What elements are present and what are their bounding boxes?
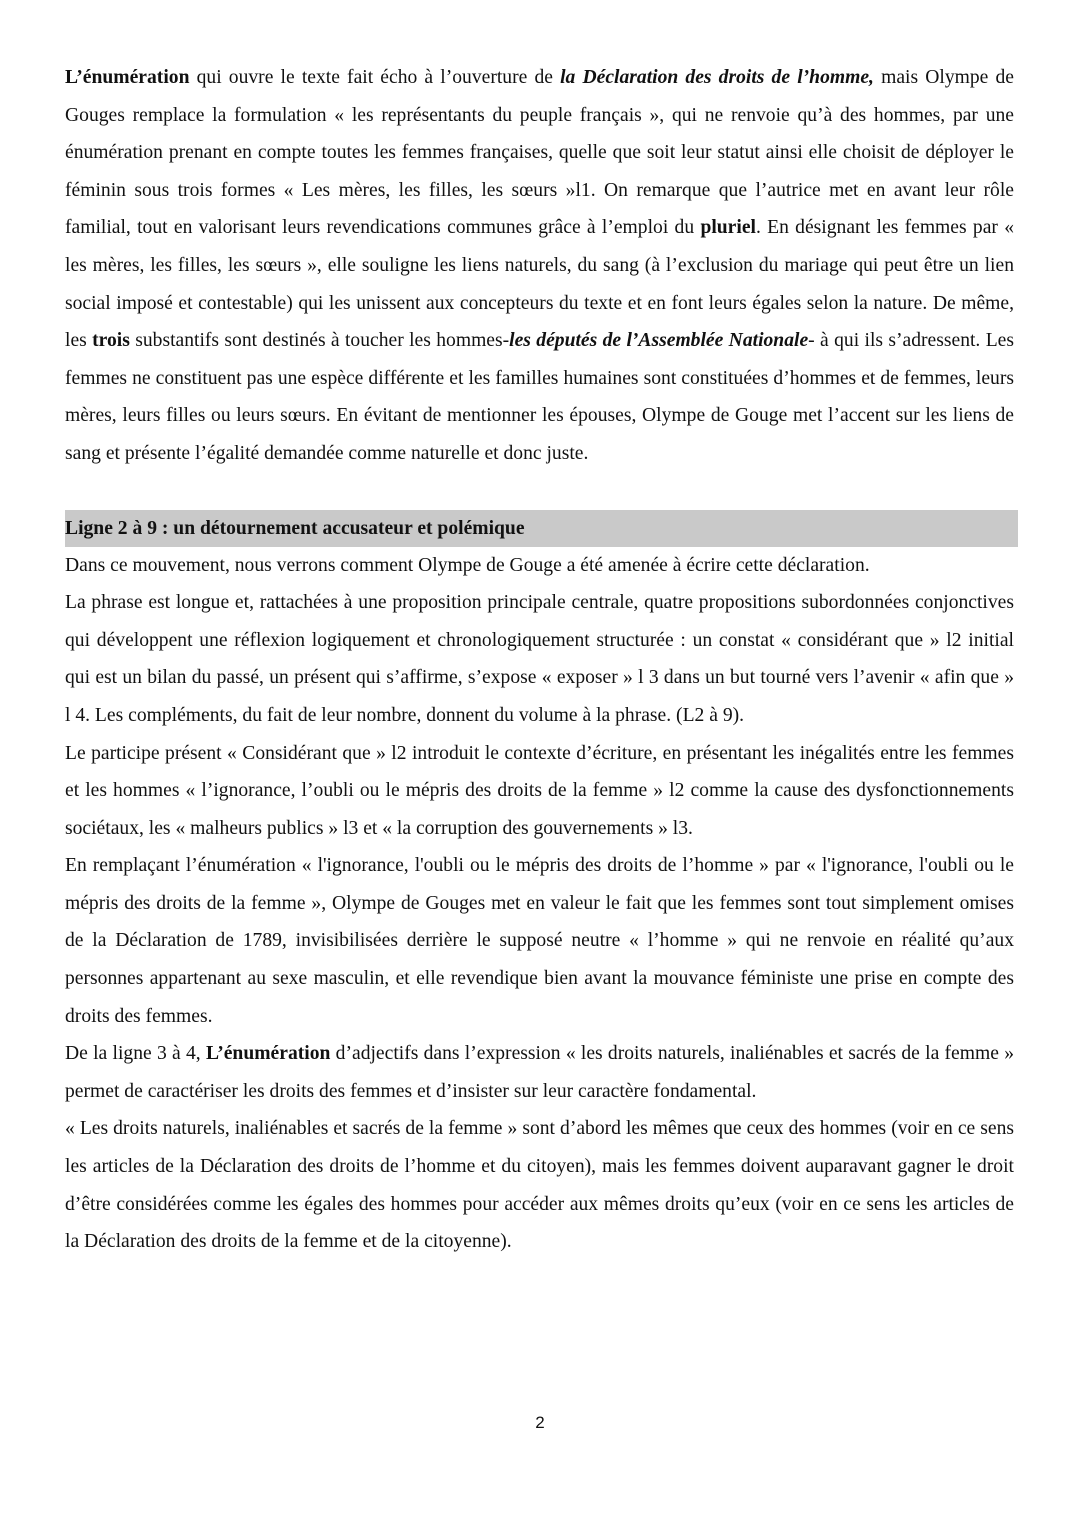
text-run: - à qui ils s’adressent. Les femmes ne constituent pas une espèce différente et les familles humaines sont constituées d’hommes et de femmes, leurs mères, leurs filles ou leurs sœurs. En évitant de mentionner les épouses, Olympe de Gouge met l’accent sur les liens de sang et présente l’égalité demandée comme naturelle et donc juste. — [65, 330, 1014, 464]
bold-term: L’énumération — [205, 1043, 331, 1065]
paragraph-remplacement: En remplaçant l’énumération « l'ignorance, l'oubli ou le mépris des droits de l’homme » par « l'ignorance, l'oubli ou le mépris des droits de la femme », Olympe de Gouges met en valeur le fait que les femmes sont tout simplement omises de la Déclaration de 1789, invisibilisées derrière le supposé neutre « l’homme » qui ne renvoie en réalité qu’aux personnes appartenant au sexe masculin, et elle revendique bien avant la mouvance féministe une prise en compte des droits des femmes. — [65, 855, 1014, 1027]
bold-term: L’énumération — [65, 67, 190, 88]
page-content — [65, 59, 1014, 1261]
text-run: substantifs sont destinés à toucher les hommes- — [129, 330, 510, 352]
text-run: De la ligne 3 à 4, — [65, 1043, 206, 1065]
bold-term: pluriel — [700, 217, 756, 239]
bold-term: trois — [92, 330, 130, 352]
text-run: qui ouvre le texte fait écho à l’ouverture de — [189, 67, 561, 88]
paragraph-enumeration — [65, 59, 1014, 473]
paragraph-participe: Le participe présent « Considérant que » l2 introduit le contexte d’écriture, en présentant les inégalités entre les femmes et les hommes « l’ignorance, l’oubli ou le mépris des droits de la femme » l2 comme la cause des dysfonctionnements sociétaux, les « malheurs publics » l3 et « la corruption des gouvernements » l3. — [65, 742, 1014, 839]
paragraph-intro: Dans ce mouvement, nous verrons comment Olympe de Gouge a été amenée à écrire cette déclaration. — [65, 554, 870, 576]
text-run: . En désignant les femmes par « les mères, les filles, les sœurs », elle souligne les liens naturels, du sang (à l’exclusion du mariage qui peut être un lien social imposé et contestable) qui les unissent aux concepteurs du texte et en font leurs égales selon la nature. De même, les — [65, 217, 1014, 352]
paragraph-adjectifs — [65, 1035, 1014, 1110]
section-heading: Ligne 2 à 9 : un détournement accusateur et polémique — [65, 510, 1018, 547]
paragraph-droits: « Les droits naturels, inaliénables et sacrés de la femme » sont d’abord les mêmes que ceux des hommes (voir en ce sens les articles de la Déclaration des droits de l’homme et du citoyen), mais les femmes doivent auparavant gagner le droit d’être considérées comme les égales des hommes pour accéder aux mêmes droits qu’eux (voir en ce sens les articles de la Déclaration des droits de la femme et de la citoyenne). — [65, 1118, 1014, 1253]
emphasis-title: la Déclaration des droits de l’homme, — [560, 67, 874, 88]
text-run: mais Olympe de Gouges remplace la formulation « les représentants du peuple français », qui ne renvoie qu’à des hommes, par une énumération prenant en compte toutes les femmes françaises, quelle que soit leur statut ainsi elle choisit de déployer le féminin sous trois formes « Les mères, les filles, les sœurs »l1. On remarque que l’autrice met en avant leur rôle familial, tout en valorisant leurs revendications communes grâce à l’emploi du — [65, 67, 1014, 239]
page-number: 2 — [535, 1413, 545, 1432]
paragraph-structure: La phrase est longue et, rattachées à une proposition principale centrale, quatre propositions subordonnées conjonctives qui développent une réflexion logiquement et chronologiquement structurée : un constat « considérant que » l2 initial qui est un bilan du passé, un présent qui s’affirme, s’expose « exposer » l 3 dans un but tourné vers l’avenir « afin que » l 4. Les compléments, du fait de leur nombre, donnent du volume à la phrase. (L2 à 9). — [65, 592, 1014, 726]
paragraph-gap — [65, 473, 1014, 510]
text-run: d’adjectifs dans l’expression « les droits naturels, inaliénables et sacrés de la femme » permet de caractériser les droits des femmes et d’insister sur leur caractère fondamental. — [65, 1043, 1014, 1102]
emphasis-deputes: les députés de l’Assemblée Nationale — [509, 330, 809, 352]
